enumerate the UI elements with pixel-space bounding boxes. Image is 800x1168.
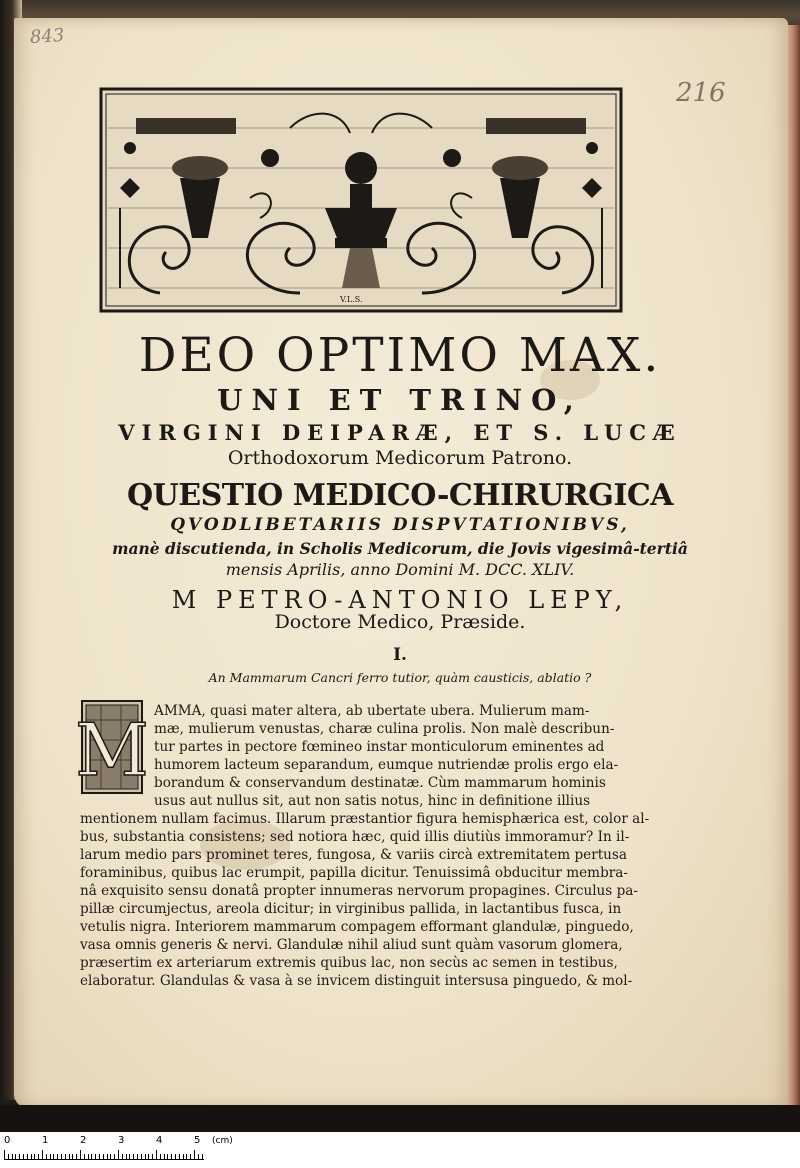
ruler-tick [145, 1154, 146, 1159]
ruler-tick [202, 1154, 203, 1159]
ruler-tick [34, 1154, 35, 1159]
ruler-tick [152, 1154, 153, 1159]
ruler-tick [8, 1154, 9, 1159]
ruler-tick [160, 1154, 161, 1159]
ruler-tick [27, 1154, 28, 1159]
body-line: præsertim ex arteriarum extremis quibus lac, non secùs ac semen in testibus, [80, 955, 618, 971]
body-line: AMMA, quasi mater altera, ab ubertate ubera. Mulierum mam- [154, 703, 590, 719]
ruler-tick [91, 1154, 92, 1159]
dedication-line-4: Orthodoxorum Medicorum Patrono. [227, 447, 573, 469]
dedication-line-2: UNI ET TRINO, [217, 383, 583, 417]
thesis-title: QUESTIO MEDICO-CHIRURGICA [126, 478, 674, 513]
ruler-tick [4, 1150, 5, 1159]
ruler-tick [38, 1154, 39, 1159]
ruler-label-0: 0 [4, 1135, 11, 1146]
body-line: usus aut nullus sit, aut non satis notus, hinc in definitione illius [154, 793, 591, 809]
dedication-line-1: DEO OPTIMO MAX. [138, 328, 662, 383]
ruler-label-4: 4 [156, 1135, 163, 1146]
ruler-label-2: 2 [80, 1135, 87, 1146]
body-line: tur partes in pectore fœmineo instar monticulorum eminentes ad [154, 739, 605, 755]
ruler-tick [183, 1154, 184, 1159]
dedication-line-3: VIRGINI DEIPARÆ, ET S. LUCÆ [118, 420, 682, 445]
ruler-tick [72, 1154, 73, 1159]
ruler-label-1: 1 [42, 1135, 49, 1146]
ruler-tick [129, 1154, 130, 1159]
ruler-tick [194, 1150, 195, 1159]
thesis-date-line-2: mensis Aprilis, anno Domini M. DCC. XLIV. [225, 560, 575, 579]
pencil-note-left: 843 [29, 24, 66, 49]
body-line: vetulis nigra. Interiorem mammarum compagem efformant glandulæ, pinguedo, [80, 919, 634, 935]
body-line: pillæ circumjectus, areola dicitur; in virginibus pallida, in lactantibus fusca, in [80, 901, 622, 917]
ruler-tick [198, 1154, 199, 1159]
body-line: humorem lacteum separandum, eumque nutriendæ prolis ergo ela- [154, 757, 619, 773]
body-line: borandum & conservandum destinatæ. Cùm mammarum hominis [154, 775, 606, 791]
ruler-label-3: 3 [118, 1135, 125, 1146]
ruler-tick [57, 1154, 58, 1159]
ruler-tick [53, 1154, 54, 1159]
body-line: nâ exquisito sensu donatâ propter innumeras nervorum propagines. Circulus pa- [80, 883, 639, 899]
ruler-tick [31, 1154, 32, 1159]
ruler-tick [137, 1154, 138, 1159]
praeses-name: M PETRO-ANTONIO LEPY, [171, 586, 629, 614]
ruler-tick [99, 1154, 100, 1159]
section-number: I. [393, 645, 407, 665]
ruler-tick [114, 1154, 115, 1159]
praeses-title: Doctore Medico, Præside. [274, 611, 526, 633]
ruler-tick [84, 1154, 85, 1159]
ruler-tick [186, 1154, 187, 1159]
ruler-tick [171, 1154, 172, 1159]
ruler-tick [118, 1150, 119, 1159]
ruler-label-5: 5 [194, 1135, 201, 1146]
ruler-tick [110, 1154, 111, 1159]
ruler-tick [107, 1154, 108, 1159]
ruler-tick [148, 1154, 149, 1159]
ruler-tick [46, 1154, 47, 1159]
body-line: mæ, mulierum venustas, charæ culina prolis. Non malè describun- [154, 721, 615, 737]
ruler-tick [164, 1154, 165, 1159]
ruler-tick [167, 1154, 168, 1159]
ruler-tick [175, 1154, 176, 1159]
body-line: elaboratur. Glandulas & vasa à se invicem distinguit intersusa pinguedo, & mol- [80, 973, 633, 989]
thesis-subtitle: QVODLIBETARIIS DISPVTATIONIBVS, [170, 515, 630, 535]
ruler-tick [69, 1154, 70, 1159]
ruler-tick [190, 1154, 191, 1159]
ruler-tick [133, 1154, 134, 1159]
ruler-tick [65, 1154, 66, 1159]
section-question: An Mammarum Cancri ferro tutior, quàm causticis, ablatio ? [208, 670, 592, 685]
ruler-tick [179, 1154, 180, 1159]
ruler-tick [76, 1154, 77, 1159]
ruler-unit: (cm) [212, 1136, 233, 1146]
ruler-baseline [4, 1159, 204, 1160]
ruler-tick [61, 1154, 62, 1159]
engraver-signature: V.L.S. [340, 295, 363, 304]
ruler-tick [42, 1150, 43, 1159]
ruler-tick [15, 1154, 16, 1159]
ruler-tick [126, 1154, 127, 1159]
scan-bottom-shadow [0, 1105, 800, 1135]
initial-letter: M [75, 708, 149, 792]
ruler-tick [50, 1154, 51, 1159]
body-line: larum medio pars prominet teres, fungosa, & variis circà extremitatem pertusa [80, 847, 628, 863]
body-line: mentionem nullam facimus. Illarum præstantior figura hemisphærica est, color al- [80, 811, 650, 827]
pencil-note-right: 216 [676, 78, 726, 108]
body-line: bus, substantia consistens; sed notiora hæc, quid illis diutiùs immoramur? In il- [80, 829, 630, 845]
thesis-date-line-1: manè discutienda, in Scholis Medicorum, die Jovis vigesimâ-tertiâ [112, 539, 688, 558]
ruler-tick [88, 1154, 89, 1159]
ruler-tick [122, 1154, 123, 1159]
ruler-tick [103, 1154, 104, 1159]
ornamental-headpiece [100, 88, 622, 312]
ruler-tick [80, 1150, 81, 1159]
ruler-tick [95, 1154, 96, 1159]
decorated-initial [75, 700, 149, 794]
body-line: foraminibus, quibus lac erumpit, papilla dicitur. Tenuissimâ obducitur membra- [80, 865, 628, 881]
ruler-tick [12, 1154, 13, 1159]
ruler-tick [19, 1154, 20, 1159]
ruler-tick [23, 1154, 24, 1159]
ruler-tick [156, 1150, 157, 1159]
ruler-tick [141, 1154, 142, 1159]
body-line: vasa omnis generis & nervi. Glandulæ nihil aliud sunt quàm vasorum glomera, [80, 937, 623, 953]
